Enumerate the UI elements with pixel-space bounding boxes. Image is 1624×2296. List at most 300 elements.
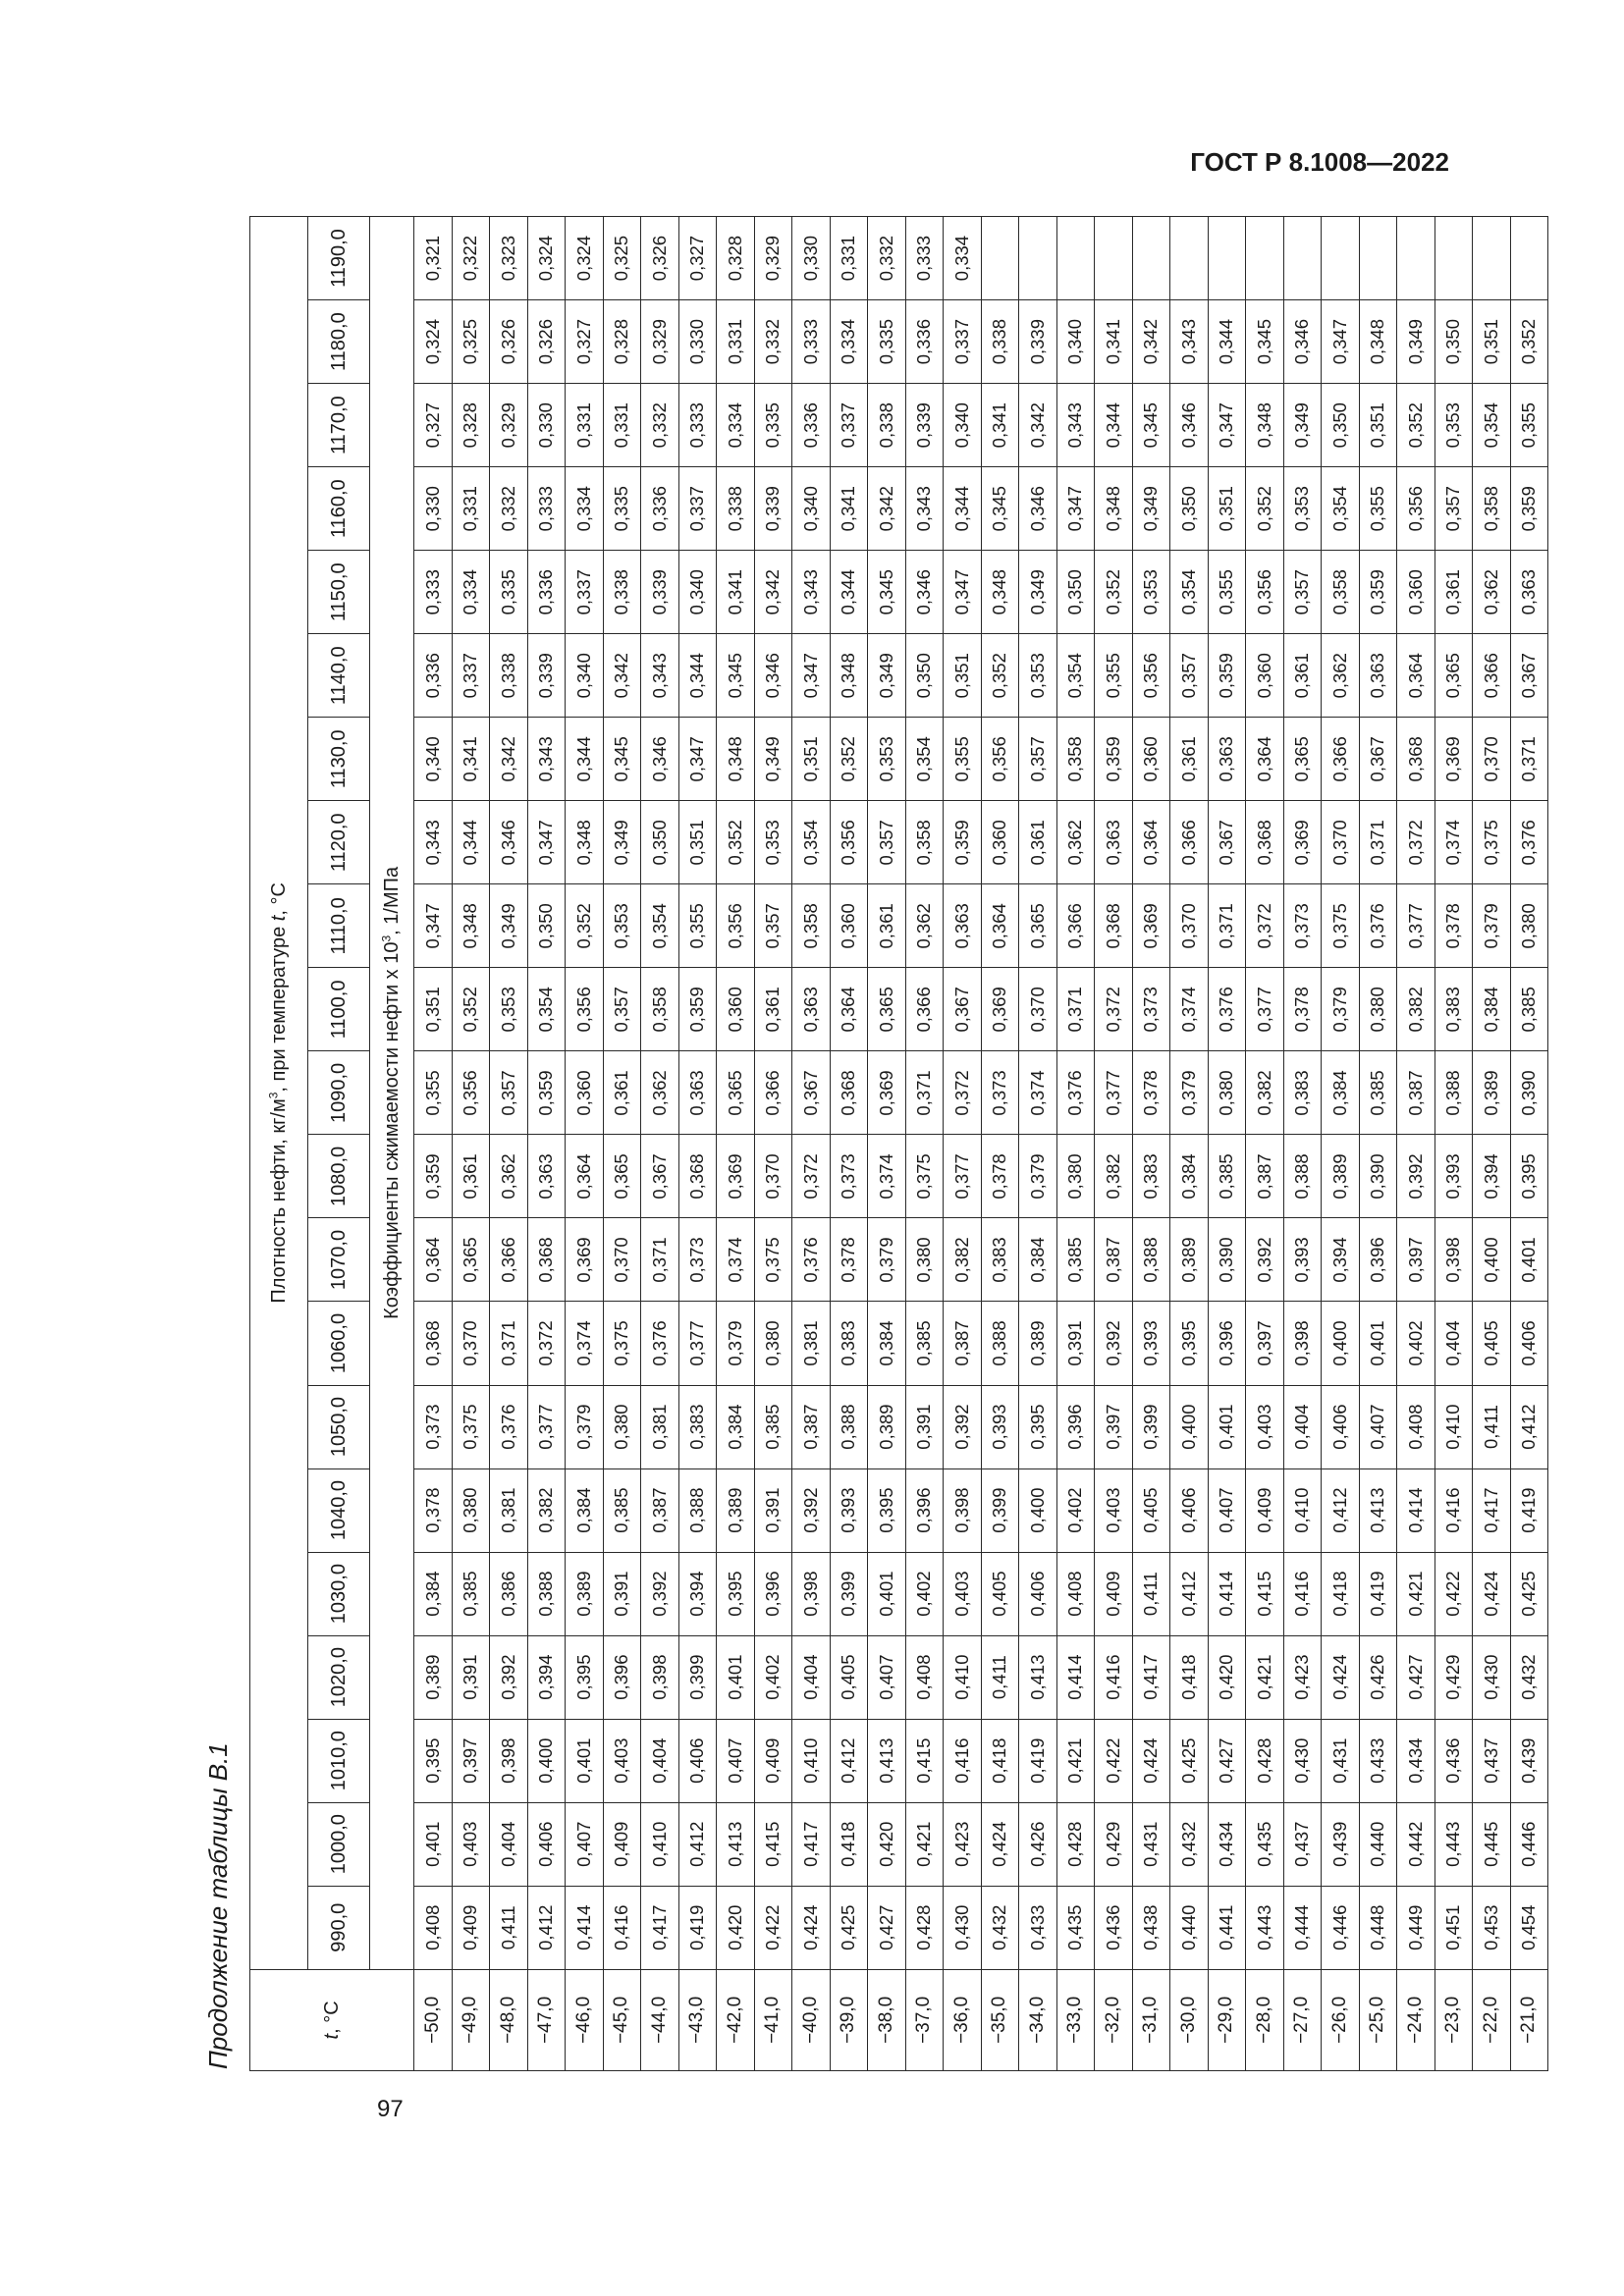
value-cell: 0,379 bbox=[566, 1385, 604, 1468]
value-cell: 0,321 bbox=[414, 217, 453, 300]
value-cell: 0,365 bbox=[717, 1051, 755, 1135]
value-cell: 0,367 bbox=[1208, 801, 1246, 884]
value-cell: 0,364 bbox=[1132, 801, 1170, 884]
value-cell: 0,371 bbox=[905, 1051, 944, 1135]
value-cell: 0,420 bbox=[868, 1802, 906, 1886]
value-cell: 0,394 bbox=[678, 1552, 717, 1635]
value-cell: 0,363 bbox=[678, 1051, 717, 1135]
value-cell: 0,329 bbox=[490, 384, 528, 467]
value-cell: 0,359 bbox=[678, 968, 717, 1051]
value-cell: 0,357 bbox=[868, 801, 906, 884]
table-row bbox=[527, 217, 566, 2071]
value-cell: 0,407 bbox=[1208, 1468, 1246, 1552]
value-cell: 0,426 bbox=[1359, 1635, 1397, 1719]
value-cell: 0,380 bbox=[603, 1385, 641, 1468]
value-cell: 0,373 bbox=[678, 1218, 717, 1302]
table-row bbox=[603, 217, 641, 2071]
value-cell: 0,404 bbox=[490, 1802, 528, 1886]
value-cell: 0,432 bbox=[1510, 1635, 1548, 1719]
density-header bbox=[250, 217, 308, 1970]
value-cell: 0,338 bbox=[490, 634, 528, 718]
coef-header-suffix: , 1/МПа bbox=[380, 866, 403, 935]
value-cell: 0,380 bbox=[452, 1468, 490, 1552]
temperature-cell: −50,0 bbox=[414, 1969, 453, 2070]
density-column-header: 1100,0 bbox=[308, 968, 370, 1051]
value-cell bbox=[1435, 217, 1473, 300]
value-cell: 0,372 bbox=[1397, 801, 1435, 884]
density-column-header: 1190,0 bbox=[308, 217, 370, 300]
value-cell: 0,410 bbox=[1283, 1468, 1322, 1552]
value-cell: 0,413 bbox=[868, 1719, 906, 1802]
value-cell: 0,343 bbox=[792, 551, 831, 634]
value-cell: 0,379 bbox=[1473, 884, 1511, 968]
value-cell: 0,358 bbox=[641, 968, 679, 1051]
value-cell: 0,409 bbox=[754, 1719, 792, 1802]
density-column-header: 1000,0 bbox=[308, 1802, 370, 1886]
density-column-header: 1090,0 bbox=[308, 1051, 370, 1135]
value-cell: 0,403 bbox=[603, 1719, 641, 1802]
value-cell: 0,411 bbox=[981, 1635, 1019, 1719]
temperature-var: t bbox=[320, 2033, 343, 2040]
table-row bbox=[1397, 217, 1435, 2071]
value-cell: 0,361 bbox=[452, 1135, 490, 1218]
value-cell: 0,406 bbox=[1322, 1385, 1360, 1468]
value-cell: 0,330 bbox=[792, 217, 831, 300]
value-cell: 0,378 bbox=[414, 1468, 453, 1552]
value-cell: 0,370 bbox=[1473, 718, 1511, 801]
value-cell: 0,427 bbox=[1397, 1635, 1435, 1719]
value-cell: 0,393 bbox=[830, 1468, 868, 1552]
value-cell: 0,330 bbox=[527, 384, 566, 467]
temperature-cell: −48,0 bbox=[490, 1969, 528, 2070]
value-cell: 0,345 bbox=[868, 551, 906, 634]
value-cell: 0,408 bbox=[1397, 1385, 1435, 1468]
value-cell: 0,384 bbox=[1170, 1135, 1209, 1218]
value-cell: 0,339 bbox=[527, 634, 566, 718]
value-cell: 0,337 bbox=[678, 467, 717, 551]
value-cell: 0,417 bbox=[1473, 1468, 1511, 1552]
density-column-header: 1070,0 bbox=[308, 1218, 370, 1302]
table-row bbox=[566, 217, 604, 2071]
value-cell: 0,406 bbox=[527, 1802, 566, 1886]
value-cell: 0,338 bbox=[868, 384, 906, 467]
header-row-density bbox=[250, 217, 308, 2071]
value-cell: 0,369 bbox=[1132, 884, 1170, 968]
density-header-suffix: , °C bbox=[267, 882, 290, 916]
temperature-cell: −30,0 bbox=[1170, 1969, 1209, 2070]
value-cell: 0,351 bbox=[1208, 467, 1246, 551]
value-cell: 0,401 bbox=[1510, 1218, 1548, 1302]
value-cell: 0,372 bbox=[1095, 968, 1133, 1051]
value-cell: 0,414 bbox=[566, 1886, 604, 1969]
value-cell: 0,377 bbox=[527, 1385, 566, 1468]
value-cell: 0,354 bbox=[1056, 634, 1095, 718]
value-cell: 0,372 bbox=[527, 1302, 566, 1385]
value-cell: 0,356 bbox=[1397, 467, 1435, 551]
value-cell: 0,364 bbox=[830, 968, 868, 1051]
density-column-header: 990,0 bbox=[308, 1886, 370, 1969]
value-cell: 0,388 bbox=[981, 1302, 1019, 1385]
value-cell: 0,349 bbox=[868, 634, 906, 718]
table-row bbox=[641, 217, 679, 2071]
value-cell: 0,354 bbox=[905, 718, 944, 801]
table-row bbox=[1208, 217, 1246, 2071]
temperature-cell: −33,0 bbox=[1056, 1969, 1095, 2070]
value-cell: 0,353 bbox=[603, 884, 641, 968]
value-cell: 0,335 bbox=[754, 384, 792, 467]
value-cell: 0,412 bbox=[1510, 1385, 1548, 1468]
value-cell: 0,362 bbox=[1056, 801, 1095, 884]
value-cell: 0,380 bbox=[1056, 1135, 1095, 1218]
value-cell: 0,373 bbox=[1132, 968, 1170, 1051]
table-row bbox=[1132, 217, 1170, 2071]
value-cell: 0,363 bbox=[1359, 634, 1397, 718]
value-cell: 0,448 bbox=[1359, 1886, 1397, 1969]
value-cell: 0,387 bbox=[641, 1468, 679, 1552]
value-cell: 0,429 bbox=[1095, 1802, 1133, 1886]
value-cell: 0,391 bbox=[603, 1552, 641, 1635]
value-cell: 0,431 bbox=[1322, 1719, 1360, 1802]
value-cell: 0,424 bbox=[1322, 1635, 1360, 1719]
value-cell: 0,382 bbox=[527, 1468, 566, 1552]
temperature-cell: −34,0 bbox=[1019, 1969, 1057, 2070]
value-cell: 0,401 bbox=[868, 1552, 906, 1635]
value-cell: 0,383 bbox=[981, 1218, 1019, 1302]
value-cell: 0,404 bbox=[1435, 1302, 1473, 1385]
value-cell: 0,446 bbox=[1510, 1802, 1548, 1886]
value-cell: 0,383 bbox=[1435, 968, 1473, 1051]
value-cell: 0,385 bbox=[905, 1302, 944, 1385]
density-header-prefix: Плотность нефти, кг/м bbox=[267, 1098, 290, 1304]
table-row bbox=[1246, 217, 1284, 2071]
value-cell: 0,415 bbox=[905, 1719, 944, 1802]
density-header-mid: , при температуре bbox=[267, 921, 290, 1093]
table-row bbox=[452, 217, 490, 2071]
value-cell: 0,396 bbox=[603, 1635, 641, 1719]
value-cell: 0,389 bbox=[1473, 1051, 1511, 1135]
temperature-cell: −45,0 bbox=[603, 1969, 641, 2070]
value-cell: 0,437 bbox=[1473, 1719, 1511, 1802]
value-cell: 0,353 bbox=[1283, 467, 1322, 551]
value-cell: 0,396 bbox=[1056, 1385, 1095, 1468]
value-cell: 0,361 bbox=[1435, 551, 1473, 634]
value-cell: 0,349 bbox=[1283, 384, 1322, 467]
value-cell: 0,417 bbox=[641, 1886, 679, 1969]
value-cell: 0,365 bbox=[1019, 884, 1057, 968]
value-cell: 0,360 bbox=[566, 1051, 604, 1135]
value-cell: 0,442 bbox=[1397, 1802, 1435, 1886]
value-cell: 0,368 bbox=[1246, 801, 1284, 884]
value-cell: 0,405 bbox=[830, 1635, 868, 1719]
value-cell: 0,440 bbox=[1359, 1802, 1397, 1886]
value-cell: 0,375 bbox=[754, 1218, 792, 1302]
value-cell: 0,381 bbox=[490, 1468, 528, 1552]
value-cell: 0,396 bbox=[754, 1552, 792, 1635]
value-cell: 0,408 bbox=[1056, 1552, 1095, 1635]
density-column-header: 1160,0 bbox=[308, 467, 370, 551]
value-cell: 0,370 bbox=[1170, 884, 1209, 968]
value-cell: 0,398 bbox=[641, 1635, 679, 1719]
value-cell: 0,365 bbox=[603, 1135, 641, 1218]
value-cell: 0,354 bbox=[1170, 551, 1209, 634]
value-cell: 0,424 bbox=[792, 1886, 831, 1969]
value-cell: 0,436 bbox=[1435, 1719, 1473, 1802]
value-cell: 0,412 bbox=[830, 1719, 868, 1802]
value-cell: 0,385 bbox=[452, 1552, 490, 1635]
value-cell: 0,428 bbox=[905, 1886, 944, 1969]
value-cell: 0,336 bbox=[905, 300, 944, 384]
value-cell: 0,373 bbox=[1283, 884, 1322, 968]
value-cell: 0,400 bbox=[1170, 1385, 1209, 1468]
value-cell: 0,365 bbox=[1283, 718, 1322, 801]
value-cell: 0,376 bbox=[490, 1385, 528, 1468]
value-cell: 0,404 bbox=[1283, 1385, 1322, 1468]
value-cell: 0,373 bbox=[830, 1135, 868, 1218]
value-cell: 0,443 bbox=[1435, 1802, 1473, 1886]
value-cell: 0,413 bbox=[1019, 1635, 1057, 1719]
value-cell: 0,423 bbox=[944, 1802, 982, 1886]
value-cell: 0,344 bbox=[452, 801, 490, 884]
value-cell: 0,436 bbox=[1095, 1886, 1133, 1969]
temperature-cell: −41,0 bbox=[754, 1969, 792, 2070]
value-cell: 0,454 bbox=[1510, 1886, 1548, 1969]
temperature-cell: −37,0 bbox=[905, 1969, 944, 2070]
value-cell: 0,356 bbox=[981, 718, 1019, 801]
value-cell: 0,364 bbox=[414, 1218, 453, 1302]
value-cell: 0,387 bbox=[1397, 1051, 1435, 1135]
table-caption: Продолжение таблицы В.1 bbox=[203, 1742, 233, 2069]
value-cell: 0,417 bbox=[1132, 1635, 1170, 1719]
value-cell: 0,352 bbox=[452, 968, 490, 1051]
value-cell: 0,366 bbox=[754, 1051, 792, 1135]
value-cell: 0,386 bbox=[490, 1552, 528, 1635]
value-cell: 0,388 bbox=[1435, 1051, 1473, 1135]
density-column-header: 1140,0 bbox=[308, 634, 370, 718]
value-cell: 0,434 bbox=[1208, 1802, 1246, 1886]
value-cell: 0,425 bbox=[1170, 1719, 1209, 1802]
value-cell: 0,352 bbox=[566, 884, 604, 968]
value-cell: 0,394 bbox=[1322, 1218, 1360, 1302]
value-cell: 0,325 bbox=[452, 300, 490, 384]
value-cell: 0,349 bbox=[754, 718, 792, 801]
value-cell: 0,347 bbox=[944, 551, 982, 634]
value-cell: 0,368 bbox=[414, 1302, 453, 1385]
value-cell: 0,356 bbox=[1132, 634, 1170, 718]
value-cell: 0,362 bbox=[905, 884, 944, 968]
value-cell: 0,416 bbox=[603, 1886, 641, 1969]
value-cell: 0,350 bbox=[641, 801, 679, 884]
value-cell: 0,340 bbox=[566, 634, 604, 718]
value-cell: 0,355 bbox=[1510, 384, 1548, 467]
value-cell: 0,352 bbox=[1246, 467, 1284, 551]
value-cell: 0,326 bbox=[641, 217, 679, 300]
value-cell: 0,369 bbox=[1283, 801, 1322, 884]
value-cell: 0,400 bbox=[1019, 1468, 1057, 1552]
value-cell: 0,393 bbox=[981, 1385, 1019, 1468]
value-cell: 0,337 bbox=[452, 634, 490, 718]
value-cell bbox=[1510, 217, 1548, 300]
value-cell: 0,360 bbox=[981, 801, 1019, 884]
value-cell: 0,345 bbox=[603, 718, 641, 801]
value-cell: 0,358 bbox=[792, 884, 831, 968]
value-cell: 0,372 bbox=[944, 1051, 982, 1135]
value-cell: 0,337 bbox=[830, 384, 868, 467]
value-cell: 0,380 bbox=[905, 1218, 944, 1302]
temperature-cell: −28,0 bbox=[1246, 1969, 1284, 2070]
value-cell: 0,342 bbox=[603, 634, 641, 718]
table-row bbox=[1095, 217, 1133, 2071]
value-cell: 0,375 bbox=[603, 1302, 641, 1385]
value-cell: 0,383 bbox=[1132, 1135, 1170, 1218]
value-cell: 0,405 bbox=[1132, 1468, 1170, 1552]
coef-header-prefix: Коэффициенты сжимаемости нефти x 10 bbox=[380, 941, 403, 1319]
value-cell: 0,346 bbox=[1170, 384, 1209, 467]
value-cell: 0,401 bbox=[1208, 1385, 1246, 1468]
value-cell: 0,350 bbox=[905, 634, 944, 718]
value-cell: 0,338 bbox=[603, 551, 641, 634]
value-cell: 0,345 bbox=[1132, 384, 1170, 467]
value-cell: 0,380 bbox=[1208, 1051, 1246, 1135]
value-cell: 0,357 bbox=[490, 1051, 528, 1135]
value-cell: 0,384 bbox=[1473, 968, 1511, 1051]
value-cell: 0,395 bbox=[868, 1468, 906, 1552]
value-cell: 0,362 bbox=[641, 1051, 679, 1135]
value-cell: 0,367 bbox=[1510, 634, 1548, 718]
value-cell: 0,406 bbox=[1170, 1468, 1209, 1552]
value-cell: 0,446 bbox=[1322, 1886, 1360, 1969]
value-cell: 0,351 bbox=[792, 718, 831, 801]
value-cell: 0,339 bbox=[1019, 300, 1057, 384]
density-column-header: 1040,0 bbox=[308, 1468, 370, 1552]
value-cell: 0,365 bbox=[1435, 634, 1473, 718]
value-cell: 0,409 bbox=[1246, 1468, 1284, 1552]
value-cell: 0,453 bbox=[1473, 1886, 1511, 1969]
value-cell: 0,375 bbox=[1322, 884, 1360, 968]
value-cell: 0,368 bbox=[1095, 884, 1133, 968]
value-cell: 0,408 bbox=[905, 1635, 944, 1719]
value-cell: 0,343 bbox=[527, 718, 566, 801]
table-row bbox=[905, 217, 944, 2071]
value-cell: 0,370 bbox=[603, 1218, 641, 1302]
value-cell: 0,398 bbox=[490, 1719, 528, 1802]
table-row bbox=[717, 217, 755, 2071]
value-cell: 0,393 bbox=[1283, 1218, 1322, 1302]
value-cell: 0,380 bbox=[1359, 968, 1397, 1051]
value-cell: 0,366 bbox=[490, 1218, 528, 1302]
value-cell: 0,362 bbox=[490, 1135, 528, 1218]
value-cell: 0,372 bbox=[792, 1135, 831, 1218]
value-cell: 0,366 bbox=[1170, 801, 1209, 884]
value-cell: 0,342 bbox=[754, 551, 792, 634]
value-cell: 0,395 bbox=[414, 1719, 453, 1802]
value-cell: 0,359 bbox=[527, 1051, 566, 1135]
value-cell: 0,377 bbox=[1397, 884, 1435, 968]
value-cell: 0,422 bbox=[754, 1886, 792, 1969]
value-cell: 0,407 bbox=[1359, 1385, 1397, 1468]
value-cell: 0,374 bbox=[1019, 1051, 1057, 1135]
value-cell: 0,361 bbox=[1019, 801, 1057, 884]
value-cell: 0,356 bbox=[452, 1051, 490, 1135]
table-row bbox=[1170, 217, 1209, 2071]
value-cell: 0,367 bbox=[944, 968, 982, 1051]
value-cell bbox=[1019, 217, 1057, 300]
value-cell: 0,399 bbox=[981, 1468, 1019, 1552]
value-cell: 0,359 bbox=[1359, 551, 1397, 634]
value-cell: 0,384 bbox=[1322, 1051, 1360, 1135]
value-cell: 0,368 bbox=[527, 1218, 566, 1302]
value-cell: 0,356 bbox=[1246, 551, 1284, 634]
value-cell: 0,336 bbox=[527, 551, 566, 634]
value-cell bbox=[1246, 217, 1284, 300]
value-cell: 0,405 bbox=[981, 1552, 1019, 1635]
value-cell: 0,379 bbox=[1170, 1051, 1209, 1135]
value-cell: 0,407 bbox=[717, 1719, 755, 1802]
value-cell: 0,357 bbox=[603, 968, 641, 1051]
value-cell: 0,398 bbox=[1435, 1218, 1473, 1302]
value-cell: 0,348 bbox=[1359, 300, 1397, 384]
value-cell: 0,399 bbox=[830, 1552, 868, 1635]
value-cell: 0,391 bbox=[905, 1385, 944, 1468]
value-cell: 0,348 bbox=[830, 634, 868, 718]
value-cell bbox=[1359, 217, 1397, 300]
value-cell: 0,353 bbox=[868, 718, 906, 801]
value-cell: 0,340 bbox=[1056, 300, 1095, 384]
density-column-header: 1080,0 bbox=[308, 1135, 370, 1218]
value-cell: 0,364 bbox=[981, 884, 1019, 968]
value-cell: 0,438 bbox=[1132, 1886, 1170, 1969]
value-cell: 0,352 bbox=[1510, 300, 1548, 384]
value-cell: 0,359 bbox=[414, 1135, 453, 1218]
value-cell: 0,347 bbox=[1322, 300, 1360, 384]
value-cell: 0,358 bbox=[1322, 551, 1360, 634]
value-cell: 0,358 bbox=[1056, 718, 1095, 801]
value-cell: 0,378 bbox=[830, 1218, 868, 1302]
table-row bbox=[981, 217, 1019, 2071]
value-cell: 0,410 bbox=[641, 1802, 679, 1886]
value-cell bbox=[1473, 217, 1511, 300]
value-cell: 0,397 bbox=[452, 1719, 490, 1802]
value-cell: 0,325 bbox=[603, 217, 641, 300]
table-row bbox=[1510, 217, 1548, 2071]
value-cell: 0,433 bbox=[1359, 1719, 1397, 1802]
value-cell: 0,354 bbox=[1473, 384, 1511, 467]
table-row bbox=[1435, 217, 1473, 2071]
table-body bbox=[250, 217, 1548, 2071]
value-cell: 0,365 bbox=[868, 968, 906, 1051]
value-cell: 0,352 bbox=[1095, 551, 1133, 634]
value-cell: 0,410 bbox=[792, 1719, 831, 1802]
value-cell: 0,331 bbox=[717, 300, 755, 384]
value-cell: 0,412 bbox=[678, 1802, 717, 1886]
value-cell: 0,352 bbox=[830, 718, 868, 801]
value-cell: 0,404 bbox=[792, 1635, 831, 1719]
value-cell: 0,411 bbox=[1473, 1385, 1511, 1468]
temperature-cell: −21,0 bbox=[1510, 1969, 1548, 2070]
value-cell: 0,359 bbox=[1095, 718, 1133, 801]
value-cell: 0,350 bbox=[1056, 551, 1095, 634]
value-cell: 0,430 bbox=[1473, 1635, 1511, 1719]
value-cell: 0,355 bbox=[1095, 634, 1133, 718]
value-cell: 0,407 bbox=[868, 1635, 906, 1719]
value-cell: 0,400 bbox=[1473, 1218, 1511, 1302]
value-cell: 0,444 bbox=[1283, 1886, 1322, 1969]
value-cell: 0,376 bbox=[1359, 884, 1397, 968]
value-cell: 0,348 bbox=[566, 801, 604, 884]
temperature-cell: −47,0 bbox=[527, 1969, 566, 2070]
value-cell: 0,340 bbox=[792, 467, 831, 551]
table-row bbox=[830, 217, 868, 2071]
value-cell: 0,385 bbox=[1208, 1135, 1246, 1218]
